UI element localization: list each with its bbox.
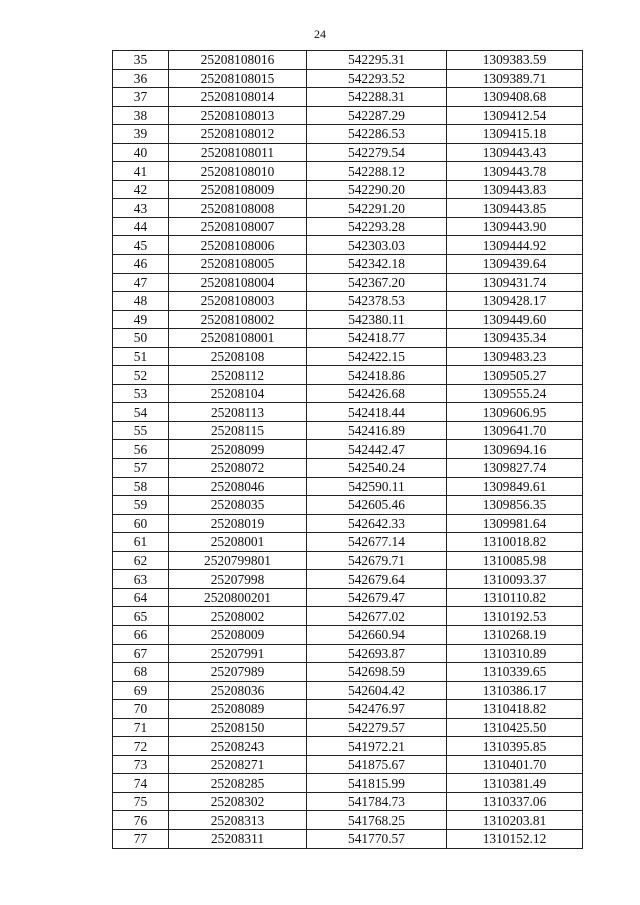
- y-coordinate-cell: 1309444.92: [447, 236, 583, 255]
- point-id-cell: 25208108002: [169, 310, 307, 329]
- point-id-cell: 25207991: [169, 644, 307, 663]
- table-row: [113, 644, 583, 663]
- y-coordinate-cell: 1310337.06: [447, 792, 583, 811]
- y-coordinate-cell: 1309641.70: [447, 421, 583, 440]
- row-number-cell: 50: [113, 329, 169, 348]
- point-id-cell: 25208104: [169, 384, 307, 403]
- row-number-cell: 60: [113, 514, 169, 533]
- table-row: [113, 792, 583, 811]
- row-number-cell: 54: [113, 403, 169, 422]
- table-row: [113, 774, 583, 793]
- y-coordinate-cell: 1310110.82: [447, 588, 583, 607]
- table-row: [113, 737, 583, 756]
- x-coordinate-cell: 542442.47: [307, 440, 447, 459]
- x-coordinate-cell: 542303.03: [307, 236, 447, 255]
- row-number-cell: 67: [113, 644, 169, 663]
- point-id-cell: 25208108016: [169, 51, 307, 70]
- x-coordinate-cell: 542679.47: [307, 588, 447, 607]
- y-coordinate-cell: 1310093.37: [447, 570, 583, 589]
- table-row: [113, 440, 583, 459]
- y-coordinate-cell: 1309483.23: [447, 347, 583, 366]
- y-coordinate-cell: 1309428.17: [447, 292, 583, 311]
- x-coordinate-cell: 542287.29: [307, 106, 447, 125]
- row-number-cell: 69: [113, 681, 169, 700]
- table-row: [113, 51, 583, 70]
- y-coordinate-cell: 1310339.65: [447, 663, 583, 682]
- x-coordinate-cell: 542342.18: [307, 255, 447, 274]
- row-number-cell: 72: [113, 737, 169, 756]
- row-number-cell: 40: [113, 143, 169, 162]
- x-coordinate-cell: 542286.53: [307, 125, 447, 144]
- y-coordinate-cell: 1310425.50: [447, 718, 583, 737]
- row-number-cell: 63: [113, 570, 169, 589]
- y-coordinate-cell: 1309439.64: [447, 255, 583, 274]
- y-coordinate-cell: 1309827.74: [447, 459, 583, 478]
- table-row: [113, 143, 583, 162]
- row-number-cell: 46: [113, 255, 169, 274]
- row-number-cell: 36: [113, 69, 169, 88]
- x-coordinate-cell: 542679.64: [307, 570, 447, 589]
- row-number-cell: 42: [113, 180, 169, 199]
- point-id-cell: 25208001: [169, 533, 307, 552]
- y-coordinate-cell: 1309606.95: [447, 403, 583, 422]
- table-row: [113, 514, 583, 533]
- x-coordinate-cell: 541768.25: [307, 811, 447, 830]
- x-coordinate-cell: 542605.46: [307, 496, 447, 515]
- row-number-cell: 51: [113, 347, 169, 366]
- table-row: [113, 403, 583, 422]
- y-coordinate-cell: 1309849.61: [447, 477, 583, 496]
- point-id-cell: 25208108001: [169, 329, 307, 348]
- point-id-cell: 25208271: [169, 755, 307, 774]
- row-number-cell: 76: [113, 811, 169, 830]
- row-number-cell: 65: [113, 607, 169, 626]
- table-row: [113, 88, 583, 107]
- point-id-cell: 25208108011: [169, 143, 307, 162]
- table-row: [113, 755, 583, 774]
- point-id-cell: 25208108005: [169, 255, 307, 274]
- table-row: [113, 607, 583, 626]
- y-coordinate-cell: 1310018.82: [447, 533, 583, 552]
- row-number-cell: 52: [113, 366, 169, 385]
- table-row: [113, 459, 583, 478]
- y-coordinate-cell: 1310152.12: [447, 829, 583, 848]
- point-id-cell: 25208108003: [169, 292, 307, 311]
- table-row: [113, 829, 583, 848]
- page-number: 24: [314, 27, 326, 41]
- row-number-cell: 71: [113, 718, 169, 737]
- row-number-cell: 64: [113, 588, 169, 607]
- point-id-cell: 2520799801: [169, 551, 307, 570]
- row-number-cell: 48: [113, 292, 169, 311]
- y-coordinate-cell: 1309415.18: [447, 125, 583, 144]
- y-coordinate-cell: 1309435.34: [447, 329, 583, 348]
- row-number-cell: 35: [113, 51, 169, 70]
- table-row: [113, 347, 583, 366]
- y-coordinate-cell: 1309431.74: [447, 273, 583, 292]
- y-coordinate-cell: 1309856.35: [447, 496, 583, 515]
- y-coordinate-cell: 1309443.83: [447, 180, 583, 199]
- row-number-cell: 59: [113, 496, 169, 515]
- row-number-cell: 43: [113, 199, 169, 218]
- x-coordinate-cell: 542590.11: [307, 477, 447, 496]
- table-row: [113, 625, 583, 644]
- point-id-cell: 25208243: [169, 737, 307, 756]
- row-number-cell: 66: [113, 625, 169, 644]
- point-id-cell: 25208112: [169, 366, 307, 385]
- row-number-cell: 45: [113, 236, 169, 255]
- y-coordinate-cell: 1310418.82: [447, 700, 583, 719]
- x-coordinate-cell: 542677.14: [307, 533, 447, 552]
- table-row: [113, 496, 583, 515]
- coordinates-table: [112, 50, 583, 849]
- y-coordinate-cell: 1309389.71: [447, 69, 583, 88]
- table-row: [113, 681, 583, 700]
- x-coordinate-cell: 541784.73: [307, 792, 447, 811]
- x-coordinate-cell: 542422.15: [307, 347, 447, 366]
- table-row: [113, 273, 583, 292]
- x-coordinate-cell: 542679.71: [307, 551, 447, 570]
- point-id-cell: 25208150: [169, 718, 307, 737]
- row-number-cell: 58: [113, 477, 169, 496]
- row-number-cell: 68: [113, 663, 169, 682]
- row-number-cell: 37: [113, 88, 169, 107]
- x-coordinate-cell: 541972.21: [307, 737, 447, 756]
- x-coordinate-cell: 542279.54: [307, 143, 447, 162]
- point-id-cell: 25208108: [169, 347, 307, 366]
- x-coordinate-cell: 542291.20: [307, 199, 447, 218]
- x-coordinate-cell: 542288.12: [307, 162, 447, 181]
- point-id-cell: 25208113: [169, 403, 307, 422]
- row-number-cell: 47: [113, 273, 169, 292]
- point-id-cell: 25208002: [169, 607, 307, 626]
- table-row: [113, 180, 583, 199]
- point-id-cell: 25208046: [169, 477, 307, 496]
- x-coordinate-cell: 542378.53: [307, 292, 447, 311]
- point-id-cell: 2520800201: [169, 588, 307, 607]
- y-coordinate-cell: 1310192.53: [447, 607, 583, 626]
- table-row: [113, 663, 583, 682]
- point-id-cell: 25208108006: [169, 236, 307, 255]
- x-coordinate-cell: 542293.28: [307, 217, 447, 236]
- table-row: [113, 570, 583, 589]
- point-id-cell: 25208302: [169, 792, 307, 811]
- y-coordinate-cell: 1309443.85: [447, 199, 583, 218]
- y-coordinate-cell: 1310085.98: [447, 551, 583, 570]
- table-row: [113, 366, 583, 385]
- point-id-cell: 25208108008: [169, 199, 307, 218]
- row-number-cell: 39: [113, 125, 169, 144]
- x-coordinate-cell: 542642.33: [307, 514, 447, 533]
- table-row: [113, 310, 583, 329]
- row-number-cell: 75: [113, 792, 169, 811]
- y-coordinate-cell: 1310386.17: [447, 681, 583, 700]
- row-number-cell: 74: [113, 774, 169, 793]
- row-number-cell: 49: [113, 310, 169, 329]
- table-row: [113, 125, 583, 144]
- table-row: [113, 477, 583, 496]
- x-coordinate-cell: 542660.94: [307, 625, 447, 644]
- point-id-cell: 25208099: [169, 440, 307, 459]
- point-id-cell: 25208108014: [169, 88, 307, 107]
- x-coordinate-cell: 542288.31: [307, 88, 447, 107]
- point-id-cell: 25208313: [169, 811, 307, 830]
- x-coordinate-cell: 541875.67: [307, 755, 447, 774]
- point-id-cell: 25207989: [169, 663, 307, 682]
- point-id-cell: 25208108012: [169, 125, 307, 144]
- point-id-cell: 25208108007: [169, 217, 307, 236]
- row-number-cell: 44: [113, 217, 169, 236]
- table-row: [113, 588, 583, 607]
- x-coordinate-cell: 542295.31: [307, 51, 447, 70]
- x-coordinate-cell: 542279.57: [307, 718, 447, 737]
- table-row: [113, 217, 583, 236]
- y-coordinate-cell: 1309694.16: [447, 440, 583, 459]
- point-id-cell: 25208108010: [169, 162, 307, 181]
- table-row: [113, 162, 583, 181]
- table-row: [113, 236, 583, 255]
- table-row: [113, 718, 583, 737]
- x-coordinate-cell: 542693.87: [307, 644, 447, 663]
- y-coordinate-cell: 1309981.64: [447, 514, 583, 533]
- row-number-cell: 70: [113, 700, 169, 719]
- x-coordinate-cell: 542540.24: [307, 459, 447, 478]
- point-id-cell: 25208108013: [169, 106, 307, 125]
- y-coordinate-cell: 1310268.19: [447, 625, 583, 644]
- y-coordinate-cell: 1309555.24: [447, 384, 583, 403]
- point-id-cell: 25208036: [169, 681, 307, 700]
- y-coordinate-cell: 1309383.59: [447, 51, 583, 70]
- table-row: [113, 255, 583, 274]
- x-coordinate-cell: 541770.57: [307, 829, 447, 848]
- row-number-cell: 73: [113, 755, 169, 774]
- table-row: [113, 700, 583, 719]
- point-id-cell: 25208072: [169, 459, 307, 478]
- y-coordinate-cell: 1310203.81: [447, 811, 583, 830]
- table-row: [113, 811, 583, 830]
- y-coordinate-cell: 1310310.89: [447, 644, 583, 663]
- row-number-cell: 38: [113, 106, 169, 125]
- point-id-cell: 25208115: [169, 421, 307, 440]
- table-row: [113, 533, 583, 552]
- point-id-cell: 25208035: [169, 496, 307, 515]
- x-coordinate-cell: 542416.89: [307, 421, 447, 440]
- x-coordinate-cell: 542418.44: [307, 403, 447, 422]
- x-coordinate-cell: 542418.77: [307, 329, 447, 348]
- table-row: [113, 329, 583, 348]
- x-coordinate-cell: 542290.20: [307, 180, 447, 199]
- table-row: [113, 292, 583, 311]
- row-number-cell: 61: [113, 533, 169, 552]
- y-coordinate-cell: 1309443.90: [447, 217, 583, 236]
- point-id-cell: 25208019: [169, 514, 307, 533]
- y-coordinate-cell: 1309443.43: [447, 143, 583, 162]
- table-row: [113, 199, 583, 218]
- row-number-cell: 57: [113, 459, 169, 478]
- coordinates-table-body: [113, 51, 583, 849]
- row-number-cell: 77: [113, 829, 169, 848]
- x-coordinate-cell: 542426.68: [307, 384, 447, 403]
- y-coordinate-cell: 1309443.78: [447, 162, 583, 181]
- y-coordinate-cell: 1310381.49: [447, 774, 583, 793]
- row-number-cell: 56: [113, 440, 169, 459]
- x-coordinate-cell: 542476.97: [307, 700, 447, 719]
- point-id-cell: 25207998: [169, 570, 307, 589]
- point-id-cell: 25208285: [169, 774, 307, 793]
- point-id-cell: 25208089: [169, 700, 307, 719]
- x-coordinate-cell: 542677.02: [307, 607, 447, 626]
- row-number-cell: 62: [113, 551, 169, 570]
- row-number-cell: 41: [113, 162, 169, 181]
- x-coordinate-cell: 542380.11: [307, 310, 447, 329]
- row-number-cell: 53: [113, 384, 169, 403]
- table-row: [113, 69, 583, 88]
- x-coordinate-cell: 542418.86: [307, 366, 447, 385]
- table-row: [113, 106, 583, 125]
- y-coordinate-cell: 1309449.60: [447, 310, 583, 329]
- x-coordinate-cell: 542367.20: [307, 273, 447, 292]
- y-coordinate-cell: 1309505.27: [447, 366, 583, 385]
- row-number-cell: 55: [113, 421, 169, 440]
- table-row: [113, 551, 583, 570]
- point-id-cell: 25208009: [169, 625, 307, 644]
- y-coordinate-cell: 1310395.85: [447, 737, 583, 756]
- point-id-cell: 25208108004: [169, 273, 307, 292]
- table-row: [113, 421, 583, 440]
- y-coordinate-cell: 1309408.68: [447, 88, 583, 107]
- x-coordinate-cell: 542293.52: [307, 69, 447, 88]
- table-row: [113, 384, 583, 403]
- y-coordinate-cell: 1309412.54: [447, 106, 583, 125]
- point-id-cell: 25208108009: [169, 180, 307, 199]
- point-id-cell: 25208108015: [169, 69, 307, 88]
- y-coordinate-cell: 1310401.70: [447, 755, 583, 774]
- point-id-cell: 25208311: [169, 829, 307, 848]
- x-coordinate-cell: 542604.42: [307, 681, 447, 700]
- x-coordinate-cell: 542698.59: [307, 663, 447, 682]
- x-coordinate-cell: 541815.99: [307, 774, 447, 793]
